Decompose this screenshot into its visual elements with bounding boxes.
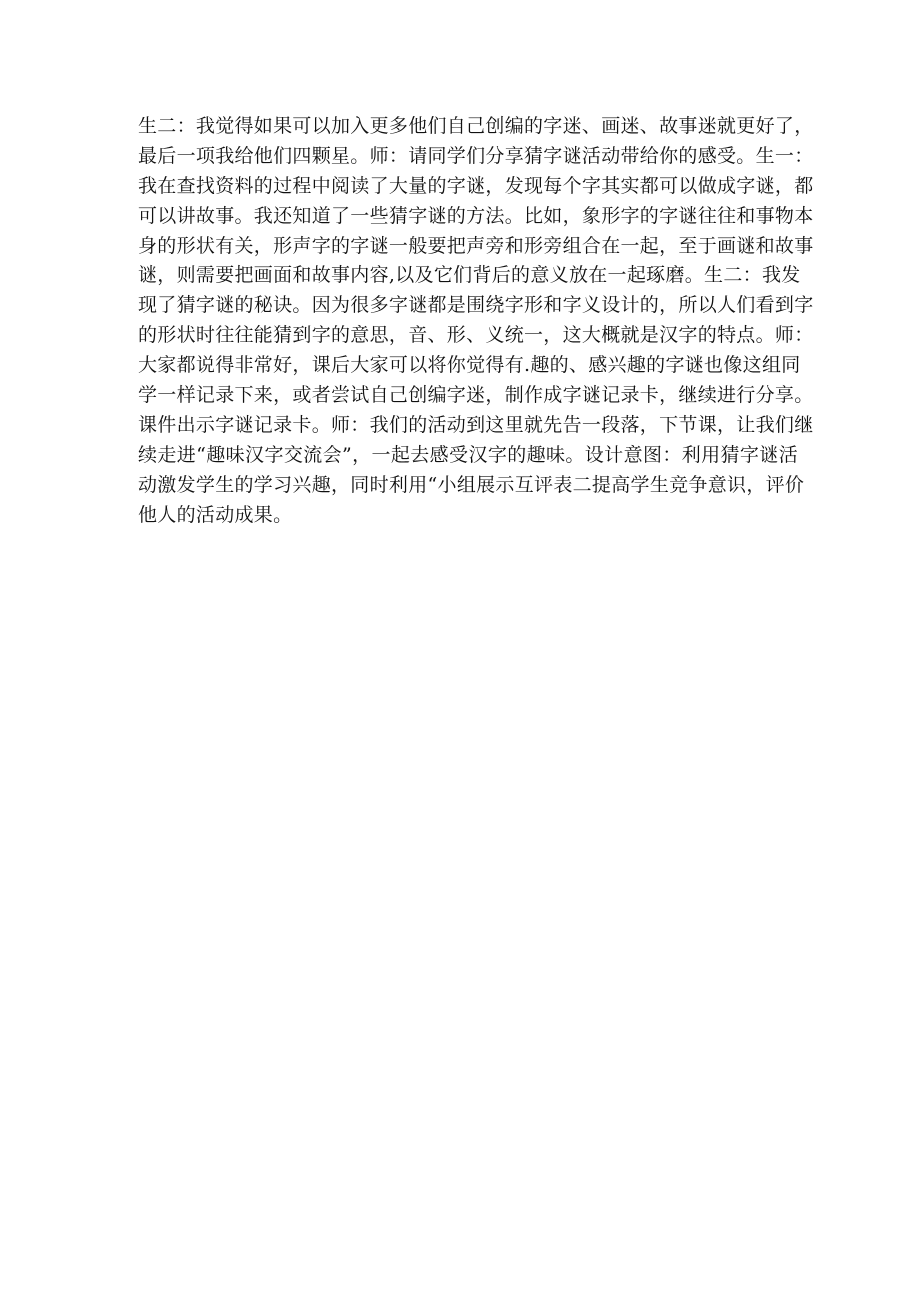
text-line: 现了猜字谜的秘诀。因为很多字谜都是围绕字形和字义设计的，所以人们看到字: [138, 294, 814, 317]
text-line: 大家都说得非常好，课后大家可以将你觉得有.趣的、感兴趣的字谜也像这组同: [138, 354, 801, 377]
text-line: 课件出示字谜记录卡。师：我们的活动到这里就先告一段落，下节课，让我们继: [138, 413, 814, 436]
text-line: 可以讲故事。我还知道了一些猜字谜的方法。比如，象形字的字谜往往和事物本: [138, 204, 814, 227]
text-line: 最后一项我给他们四颗星。师：请同学们分享猜字谜活动带给你的感受。生一：: [138, 144, 814, 167]
text-line: 他人的活动成果。: [138, 503, 293, 526]
text-line: 的形状时往往能猜到字的意思，音、形、义统一，这大概就是汉字的特点。师：: [138, 324, 814, 347]
text-line: 动激发学生的学习兴趣，同时利用“小组展示互评表二提高学生竞争意识，评价: [138, 473, 805, 496]
text-line: 续走进“趣味汉字交流会”，一起去感受汉字的趣味。设计意图：利用猜字谜活: [138, 443, 798, 466]
text-line: 学一样记录下来，或者尝试自己创编字迷，制作成字谜记录卡，继续进行分享。: [138, 384, 814, 407]
text-line: 生二：我觉得如果可以加入更多他们自己创编的字迷、画迷、故事迷就更好了，: [138, 115, 814, 137]
text-line: 我在查找资料的过程中阅读了大量的字谜，发现每个字其实都可以做成字谜，都: [138, 174, 814, 197]
body-paragraph: [138, 112, 814, 530]
text-line: 身的形状有关，形声字的字谜一般要把声旁和形旁组合在一起，至于画谜和故事: [138, 234, 814, 257]
text-line: 谜，则需要把画面和故事内容,以及它们背后的意义放在一起琢磨。生二：我发: [138, 264, 801, 287]
